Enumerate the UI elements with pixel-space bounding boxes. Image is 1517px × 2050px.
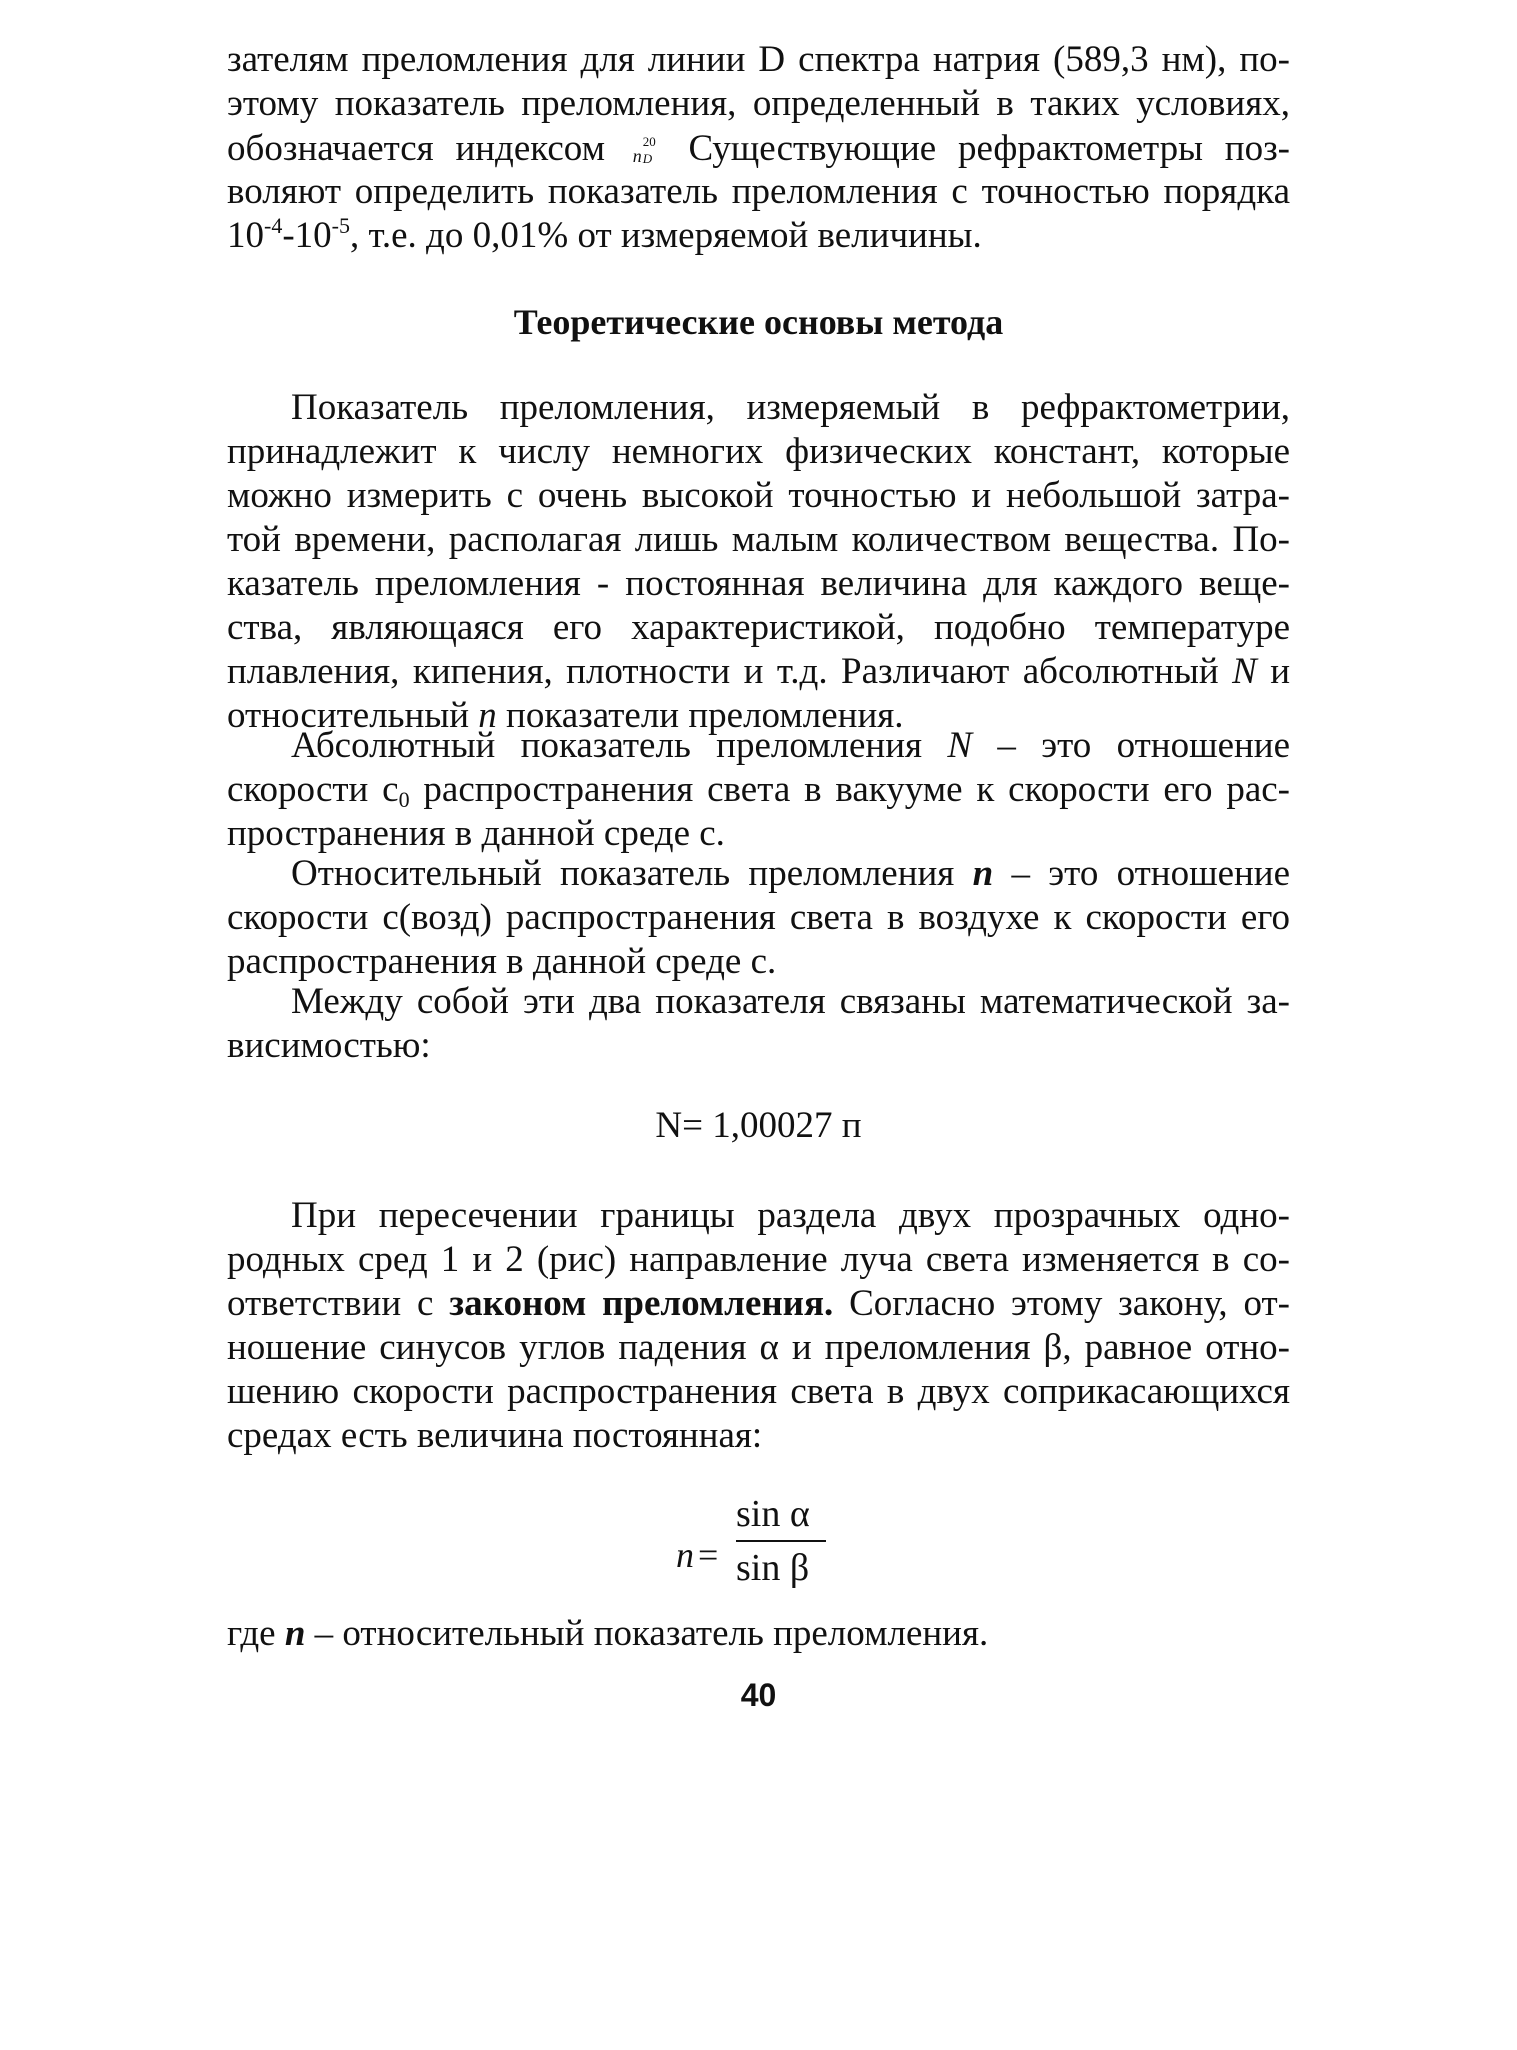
p4-line-2: висимостью:	[227, 1025, 431, 1066]
p5-line-5: шению скорости распространения света в двух соприкасающихся	[227, 1371, 1290, 1412]
intro-line-3	[227, 126, 1290, 170]
paragraph-2	[227, 724, 1290, 856]
page-number: 40	[740, 1677, 777, 1713]
fraction-bar	[736, 1540, 826, 1542]
p3-line-1: Относительный показатель преломления n – это отношение	[291, 853, 1291, 894]
p1-line-3: можно измерить с очень высокой точностью и небольшой затра-	[227, 475, 1290, 516]
paragraph-1	[227, 386, 1290, 738]
p3-line-2: скорости с(возд) распространения света в воздухе к скорости его	[227, 897, 1290, 938]
formula-equals: =	[698, 1535, 719, 1575]
p1-line-7: плавления, кипения, плотности и т.д. Различают абсолютный N и	[227, 651, 1290, 692]
p2-line-3: пространения в данной среде с.	[227, 813, 725, 854]
p1-line-8: относительный n показатели преломления.	[227, 695, 904, 736]
p1-line-1: Показатель преломления, измеряемый в рефрактометрии,	[291, 387, 1290, 428]
paragraph-3	[227, 852, 1290, 984]
intro-line-5: $10^{-4}-10^{-5}$, т.е. до 0,01% от измеряемой величины.	[227, 213, 982, 256]
n-d-20-symbol: n D 20	[632, 134, 656, 166]
formula-numerator: sin α	[736, 1493, 810, 1535]
p5-line-2: родных сред 1 и 2 (рис) направление луча света изменяется в со-	[227, 1239, 1290, 1280]
formula-lhs: n	[676, 1535, 694, 1575]
formula-denominator: sin β	[736, 1547, 810, 1589]
p5-line-3: ответствии с законом преломления. Согласно этому закону, от-	[227, 1283, 1290, 1324]
p5-line-6: средах есть величина постоянная:	[227, 1415, 763, 1456]
p1-line-5: казатель преломления - постоянная величина для каждого веще-	[227, 563, 1290, 604]
intro-line-3-after: Существующие рефрактометры поз-	[688, 128, 1291, 169]
section-heading: Теоретические основы метода	[513, 302, 1004, 342]
intro-line-4: воляют определить показатель преломления с точностью порядка	[227, 171, 1290, 212]
formula-snell-law	[676, 1492, 876, 1602]
p1-line-4: той времени, располагая лишь малым количеством вещества. По-	[227, 519, 1290, 560]
p5-line-4: ношение синусов углов падения α и преломления β, равное отно-	[227, 1327, 1290, 1368]
p2-line-1: Абсолютный показатель преломления N – это отношение	[291, 725, 1291, 766]
p2-line-2: скорости $c_0$ распространения света в вакууме к скорости его рас-	[227, 769, 1290, 812]
p1-line-6: ства, являющаяся его характеристикой, подобно температуре	[227, 607, 1290, 648]
closing-line: где n – относительный показатель преломления.	[227, 1613, 989, 1654]
formula-absolute-relative: N= 1,00027 п	[655, 1105, 862, 1146]
p5-line-1: При пересечении границы раздела двух прозрачных одно-	[291, 1195, 1290, 1236]
paragraph-4	[227, 980, 1290, 1068]
intro-line-1: зателям преломления для линии D спектра натрия (589,3 нм), по-	[227, 39, 1290, 80]
p3-line-3: распространения в данной среде с.	[227, 941, 777, 982]
intro-line-2: этому показатель преломления, определенный в таких условиях,	[227, 83, 1290, 124]
intro-line-3-before: обозначается индексом	[227, 128, 605, 169]
intro-paragraph	[227, 38, 1290, 258]
paragraph-5	[227, 1194, 1290, 1458]
p4-line-1: Между собой эти два показателя связаны математической за-	[291, 981, 1290, 1022]
p1-line-2: принадлежит к числу немногих физических констант, которые	[227, 431, 1290, 472]
